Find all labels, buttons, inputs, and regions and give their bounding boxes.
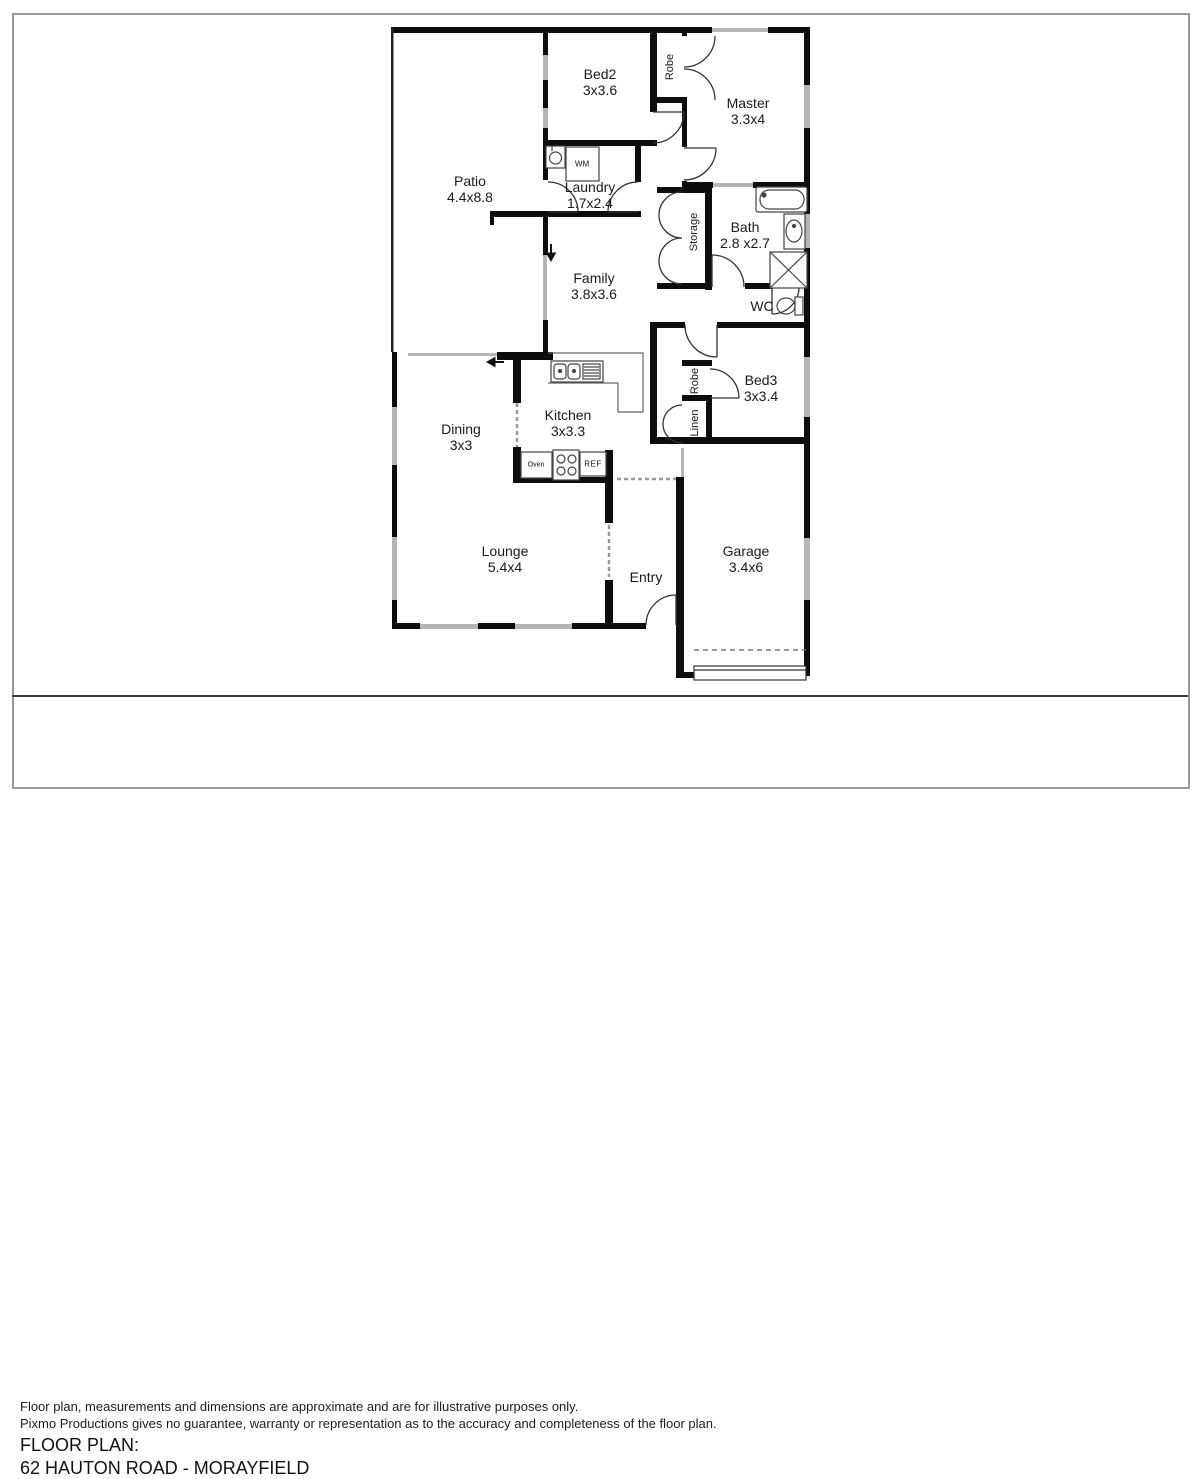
room-label-laundry: Laundry 1.7x2.4 (564, 179, 616, 211)
room-label-bed3: Bed3 3x3.4 (743, 372, 779, 404)
room-label-bath: Bath 2.8 x2.7 (720, 219, 770, 251)
kitchen-sink-icon (551, 361, 603, 382)
room-label-bed2: Bed2 3x3.6 (582, 66, 618, 98)
room-label-kitchen: Kitchen 3x3.3 (544, 407, 592, 439)
toilet-icon (777, 297, 803, 315)
closet-label-robe-master: Robe (664, 53, 676, 81)
storage-bifold-doors (659, 192, 682, 284)
disclaimer-line-1: Floor plan, measurements and dimensions are approximate and are for illustrative purposes only. (20, 1399, 579, 1414)
bath-door-arc (712, 255, 744, 287)
disclaimer-line-2: Pixmo Productions gives no guarantee, warranty or representation as to the accuracy and completeness of the floor plan. (20, 1416, 717, 1431)
room-label-patio: Patio 4.4x8.8 (447, 173, 493, 205)
room-label-wc: WC (750, 298, 774, 314)
bathtub-icon (756, 187, 807, 212)
closet-label-robe-bed3: Robe (689, 367, 701, 395)
floor-plan-title: FLOOR PLAN: (20, 1435, 140, 1455)
footer-divider (12, 695, 1188, 697)
vanity-basin-icon (784, 214, 805, 249)
cooktop-icon (553, 450, 579, 480)
room-label-entry: Entry (629, 569, 663, 585)
room-label-master: Master 3.3x4 (726, 95, 770, 127)
oven-label: Oven (527, 461, 545, 469)
bed2-door-arc (653, 112, 684, 143)
closet-label-storage: Storage (688, 212, 700, 252)
entry-door-arc (646, 595, 676, 625)
shower-icon (770, 252, 807, 288)
bed3-door-arc (685, 325, 717, 357)
washing-machine-label: WM (574, 159, 590, 169)
fridge-label: REF (584, 459, 602, 469)
robe-door-arc-top (684, 36, 715, 67)
garage-door-icon (694, 650, 806, 680)
bed3-robe-door-arc (710, 369, 739, 398)
master-door-arc (684, 148, 716, 180)
robe-door-arc-bottom (684, 69, 715, 100)
room-label-lounge: Lounge 5.4x4 (481, 543, 529, 575)
property-address: 62 HAUTON ROAD - MORAYFIELD (20, 1458, 310, 1478)
room-label-dining: Dining 3x3 (441, 421, 481, 453)
closet-label-linen: Linen (689, 409, 701, 437)
room-label-garage: Garage 3.4x6 (722, 543, 770, 575)
room-label-family: Family 3.8x3.6 (571, 270, 617, 302)
laundry-tub-icon (546, 146, 565, 168)
